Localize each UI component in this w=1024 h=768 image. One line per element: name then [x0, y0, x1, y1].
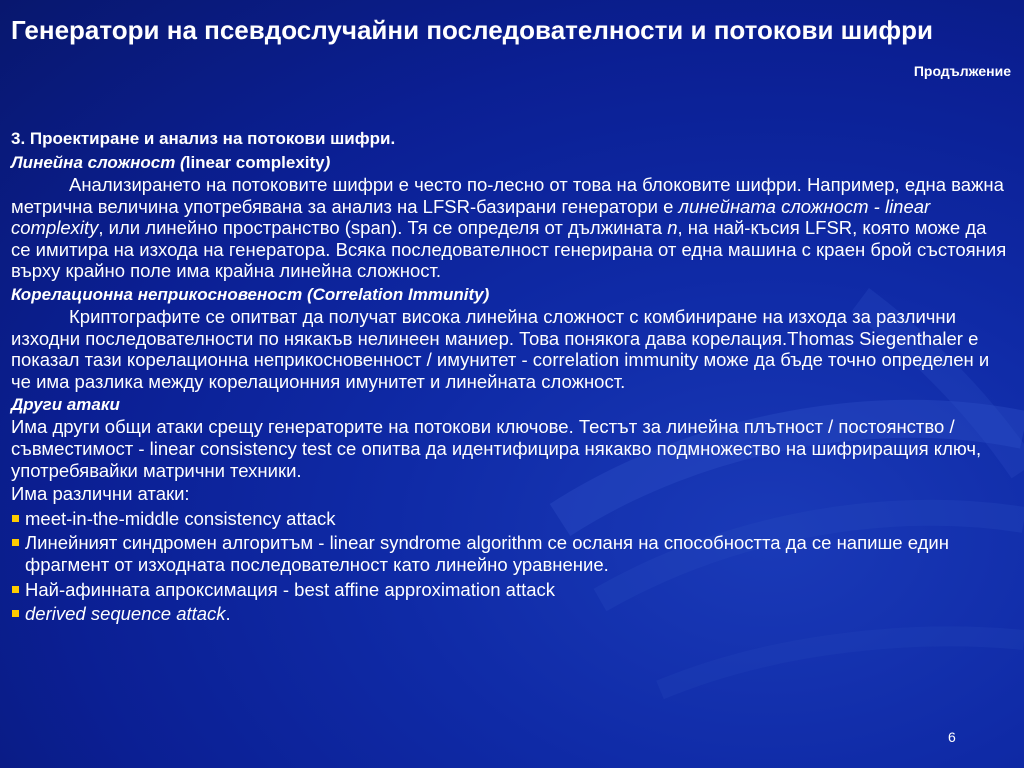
- list-item-italic: derived sequence attack: [25, 603, 226, 625]
- other-attacks-paragraph: Има други общи атаки срещу генераторите на потокови ключове. Тестът за линейна плътност / постоянство / съвместимост - linear consistency test се опитва да идентифицира някакво подмножество на шифриращия ключ, употребявайки матрични техники.: [11, 416, 982, 481]
- text-run: , или линейно пространство (span). Тя се определя от дължината: [98, 217, 668, 239]
- list-item-text: Линейният синдромен алгоритъм - linear syndrome algorithm се осланя на способността да се напише един фрагмент от изходната последователност като линейно уравнение.: [25, 532, 949, 575]
- heading-italic: Линейна сложност (: [11, 153, 186, 172]
- page-number: 6: [948, 729, 956, 745]
- bullet-square-icon: [12, 539, 19, 546]
- other-attacks-heading: Други атаки: [11, 395, 120, 415]
- bullet-square-icon: [12, 586, 19, 593]
- attack-list-intro: Има различни атаки:: [11, 483, 190, 505]
- list-item: [11, 603, 1011, 625]
- section-heading: 3. Проектиране и анализ на потокови шифри.: [11, 129, 396, 148]
- bullet-square-icon: [12, 610, 19, 617]
- bullet-square-icon: [12, 515, 19, 522]
- list-item: [11, 508, 1011, 530]
- list-item: [11, 579, 1011, 601]
- linear-complexity-heading: [11, 152, 1011, 174]
- list-item-text: [25, 603, 231, 625]
- text-run: Анализирането на потоковите шифри е често по-лесно от това на блоковите шифри. Например, една важна метрична величина употребявана за анализ на LFSR-базирани генератори е: [11, 174, 1004, 217]
- linear-complexity-paragraph: [11, 174, 1011, 282]
- text-run: , на най-късия LFSR, която може да се имитира на изхода на генератора. Всяка последователност генерирана от една машина с краен брой състояния върху крайно поле има крайна линейна сложност.: [11, 217, 1007, 282]
- text-run-italic: n: [667, 217, 678, 239]
- slide-title: Генератори на псевдослучайни последователности и потокови шифри: [11, 15, 933, 45]
- heading-close: ): [324, 153, 331, 172]
- list-item-text: meet-in-the-middle consistency attack: [25, 507, 336, 529]
- slide-body: [11, 128, 1011, 625]
- list-item: [11, 532, 1011, 575]
- title-continuation: Продължение: [913, 63, 1011, 79]
- correlation-heading: Корелационна неприкосновеност (Correlation Immunity): [11, 284, 490, 304]
- list-item-text: Най-афинната апроксимация - best affine approximation attack: [25, 578, 556, 600]
- list-item-end: .: [225, 603, 231, 625]
- heading-english: linear complexity: [185, 153, 325, 172]
- text-run-italic: линейната сложност - linear complexity: [11, 195, 931, 239]
- correlation-paragraph: Криптографите се опитват да получат висока линейна сложност с комбиниране на изхода за различни изходни последователности по някакъв нелинеен маниер. Това понякога дава корелация.Thomas Siegenthaler е показал тази корелационна неприкосновенност / имунитет - correlation immunity може да бъде точно определен и че има разлика между корелационния имунитет и линейната сложност.: [11, 305, 990, 392]
